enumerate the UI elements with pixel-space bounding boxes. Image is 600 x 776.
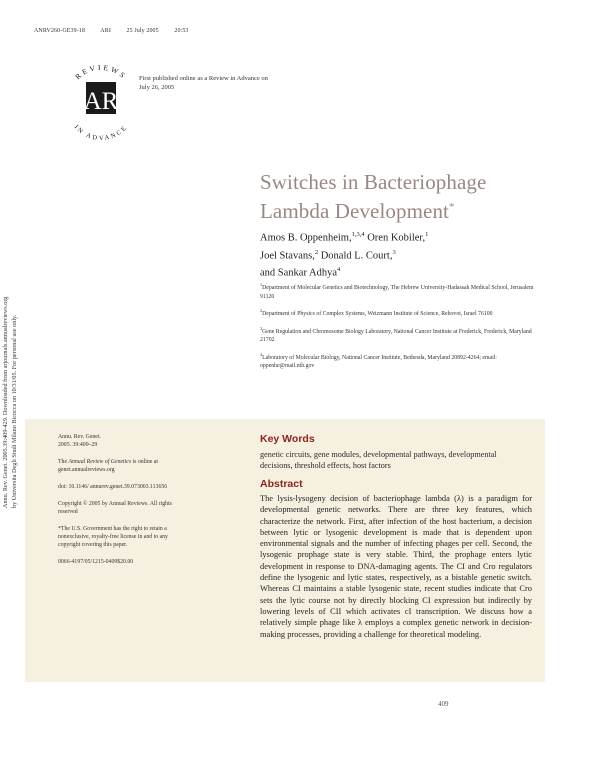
svg-text:REVIEWS <box>73 63 128 81</box>
author-name: Amos B. Oppenheim, <box>260 232 352 244</box>
affiliation-num: 4 <box>260 351 263 357</box>
logo-top-text: REVIEWS <box>73 62 129 82</box>
author-sup: 1 <box>425 231 429 238</box>
reviews-in-advance-logo <box>55 52 145 142</box>
author-name: and Sankar Adhya <box>260 267 337 279</box>
meta-online: The Annual Review of Genetics is online at genet.annualreviews.org <box>58 459 158 473</box>
author-sup: 4 <box>336 266 341 273</box>
svg-text:IN ADVANCE <box>73 124 129 142</box>
first-published-note: First published online as a Review in Advance on July 26, 2005 <box>139 75 268 91</box>
download-notice-line-2: by Universita Degli Studi Milano Bicocca on 10/31/05. For personal use only. <box>10 314 18 508</box>
author-sup: 1,3,4 <box>351 231 365 238</box>
keywords-heading: Key Words <box>260 433 315 445</box>
affiliation-num: 1 <box>260 282 263 287</box>
logo-monogram: AR <box>83 88 119 115</box>
affiliation <box>260 307 540 319</box>
author-name: Donald L. Court, <box>320 250 393 261</box>
abstract-text: The lysis-lysogeny decision of bacteriophage lambda (λ) is a paradigm for developmental genetic networks. There are three key features, which characterize the network. First, after infection of the host bacterium, a decision between lytic or lysogenic development is made that is dependent upon environmental signals and the number of infecting phages per cell. Second, the lysogenic prophage state is very stable. Third, the prophage enters lytic development in response to DNA-damaging agents. The CI and Cro regulators define the lysogenic and lytic states, respectively, as a bistable genetic switch. Whereas CI maintains a stable lysogenic state, recent studies indicate that Cro sets the lytic course not by directly blocking CI expression but indirectly by lowering levels of CII which activates cI transcription. We discuss how a relatively simple phage like λ employs a complex genetic network in decision-making processes, providing a challenge for theoretical modeling. <box>260 494 532 639</box>
affiliation <box>260 325 540 345</box>
abstract-heading: Abstract <box>260 478 303 490</box>
affiliations <box>260 281 540 377</box>
meta-doi: doi: 10.1146/ annurev.genet.39.073003.113656 <box>58 484 168 490</box>
meta-copyright: Copyright © 2005 by Annual Reviews. All rights reserved <box>58 501 172 515</box>
logo-bottom-text: IN ADVANCE <box>72 123 130 142</box>
meta-citation: 2005. 39:409–29 <box>58 442 98 448</box>
author-sup: 3 <box>392 248 396 256</box>
title-marker: * <box>449 201 455 213</box>
author-list <box>260 228 560 281</box>
meta-issn: 0066-4197/05/1215-0409$20.00 <box>58 559 134 565</box>
title-line-2: Lambda Development <box>260 199 449 223</box>
affiliation <box>260 351 540 371</box>
title-line-1: Switches in Bacteriophage <box>260 170 487 194</box>
keywords-text: genetic circuits, gene modules, developmental pathways, developmental decisions, threshold effects, host factors <box>260 450 497 470</box>
download-notice <box>2 248 19 508</box>
affiliation-text: Department of Molecular Genetics and Biotechnology, The Hebrew University-Hadassah Medical School, Jerusalem 91120 <box>260 284 534 300</box>
header-date: 25 July 2005 <box>126 28 159 34</box>
affiliation-text: Department of Physics of Complex Systems, Weizmann Institute of Science, Rehovot, Israel 76100 <box>262 311 493 318</box>
publication-meta <box>58 433 178 575</box>
article-title <box>260 170 560 224</box>
page-number: 409 <box>438 700 449 708</box>
download-notice-line-1: Annu. Rev. Genet. 2005.39:409-429. Downloaded from arjournals.annualreviews.org <box>2 296 9 508</box>
running-header <box>34 28 203 34</box>
affiliation-num: 3 <box>260 325 263 331</box>
author-name: Oren Kobiler, <box>367 232 426 244</box>
affiliation-text: Laboratory of Molecular Biology, National Cancer Institute, Bethesda, Maryland 20892-4264; email: oppenhe@mail.nih.gov <box>260 354 497 370</box>
meta-journal: Annu. Rev. Genet. <box>58 434 101 440</box>
header-code: ANRV260-GE39-18 <box>34 28 86 34</box>
affiliation <box>260 281 540 301</box>
author-name: Joel Stavans, <box>260 250 315 261</box>
meta-government: *The U.S. Government has the right to retain a nonexclusive, royalty-free license in and to any copyright covering this paper. <box>58 526 168 548</box>
author-sup: 2 <box>314 248 319 256</box>
header-time: 20:53 <box>174 28 189 34</box>
header-ari: ARI <box>100 28 111 34</box>
meta-online-journal: Annual Review of Genetics <box>68 459 132 465</box>
affiliation-num: 2 <box>260 308 263 314</box>
affiliation-text: Gene Regulation and Chromosome Biology Laboratory, National Cancer Institute at Frederick, Frederick, Maryland 21702 <box>260 328 532 344</box>
